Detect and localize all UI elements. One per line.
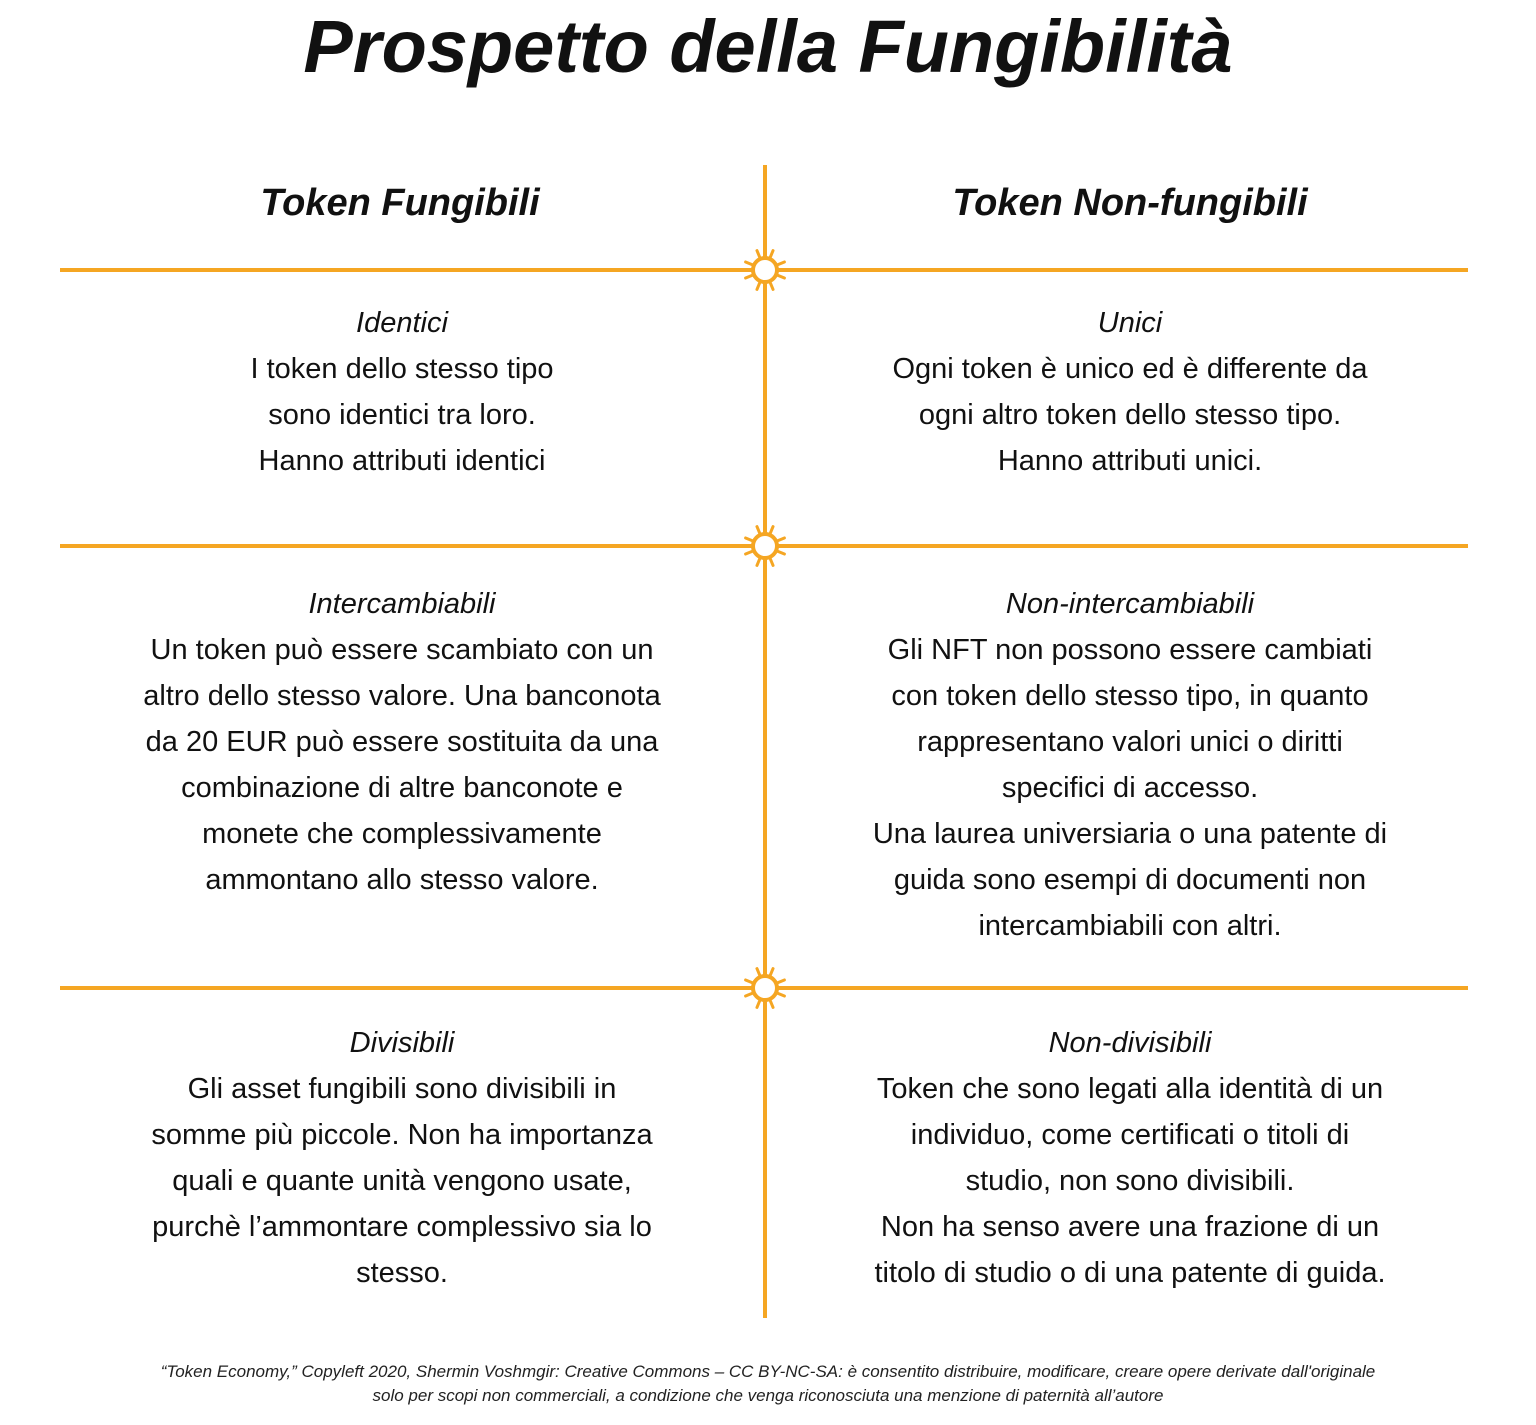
cell-line: sono identici tra loro. bbox=[268, 399, 536, 431]
cell-line: studio, non sono divisibili. bbox=[965, 1165, 1295, 1197]
cell-line: Token che sono legati alla identità di un bbox=[876, 1073, 1384, 1105]
cell-line: specifici di accesso. bbox=[1001, 772, 1259, 804]
cell-line: Un token può essere scambiato con un bbox=[150, 634, 654, 666]
page-title: Prospetto della Fungibilità bbox=[303, 5, 1233, 88]
cell-divisibili bbox=[82, 1020, 722, 1296]
sun-icon bbox=[746, 527, 785, 566]
cell-title: Identici bbox=[356, 307, 448, 339]
cell-line: I token dello stesso tipo bbox=[250, 353, 554, 385]
cell-title: Non-intercambiabili bbox=[1005, 588, 1255, 620]
cell-line: Hanno attributi identici bbox=[258, 445, 546, 477]
cell-non-divisibili bbox=[810, 1020, 1450, 1296]
cell-title: Non-divisibili bbox=[1048, 1027, 1212, 1059]
sun-icon bbox=[746, 251, 785, 290]
cell-line: ogni altro token dello stesso tipo. bbox=[918, 399, 1342, 431]
cell-line: guida sono esempi di documenti non bbox=[893, 864, 1367, 896]
cell-line: monete che complessivamente bbox=[202, 818, 602, 850]
cell-line: altro dello stesso valore. Una banconota bbox=[143, 680, 661, 712]
cell-unici bbox=[810, 300, 1450, 484]
cell-title: Unici bbox=[1097, 307, 1163, 339]
cell-line: rappresentano valori unici o diritti bbox=[917, 726, 1343, 758]
cell-line: somme più piccole. Non ha importanza bbox=[151, 1119, 653, 1151]
cell-non-intercambiabili bbox=[810, 581, 1450, 949]
footer-line-2: solo per scopi non commerciali, a condizione che venga riconosciuta una menzione di paternità all’autore bbox=[372, 1386, 1164, 1405]
column-header-non-fungible: Token Non-fungibili bbox=[952, 182, 1308, 224]
cell-title: Divisibili bbox=[349, 1027, 455, 1059]
cell-line: purchè l’ammontare complessivo sia lo bbox=[152, 1211, 652, 1243]
cell-line: quali e quante unità vengono usate, bbox=[172, 1165, 632, 1197]
cell-identici bbox=[82, 300, 722, 484]
cell-line: titolo di studio o di una patente di guida. bbox=[874, 1257, 1386, 1289]
cell-line: combinazione di altre banconote e bbox=[181, 772, 623, 804]
cell-line: ammontano allo stesso valore. bbox=[205, 864, 599, 896]
cell-line: individuo, come certificati o titoli di bbox=[910, 1119, 1350, 1151]
cell-line: intercambiabili con altri. bbox=[978, 910, 1282, 942]
footer-credit bbox=[0, 1360, 1536, 1408]
cell-line: Gli asset fungibili sono divisibili in bbox=[187, 1073, 617, 1105]
cell-line: Gli NFT non possono essere cambiati bbox=[887, 634, 1373, 666]
cell-line: da 20 EUR può essere sostituita da una bbox=[145, 726, 659, 758]
cell-line: stesso. bbox=[356, 1257, 448, 1289]
footer-line-1: “Token Economy,” Copyleft 2020, Shermin Voshmgir: Creative Commons – CC BY-NC-SA: è consentito distribuire, modificare, creare opere derivate dall'originale bbox=[160, 1362, 1376, 1381]
cell-title: Intercambiabili bbox=[308, 588, 496, 620]
cell-intercambiabili bbox=[82, 581, 722, 903]
cell-line: Hanno attributi unici. bbox=[997, 445, 1263, 477]
column-header-fungible: Token Fungibili bbox=[260, 182, 540, 224]
cell-line: Ogni token è unico ed è differente da bbox=[892, 353, 1368, 385]
sun-icon bbox=[746, 969, 785, 1008]
cell-line: con token dello stesso tipo, in quanto bbox=[891, 680, 1369, 712]
cell-line: Una laurea universiaria o una patente di bbox=[872, 818, 1388, 850]
cell-line: Non ha senso avere una frazione di un bbox=[880, 1211, 1380, 1243]
